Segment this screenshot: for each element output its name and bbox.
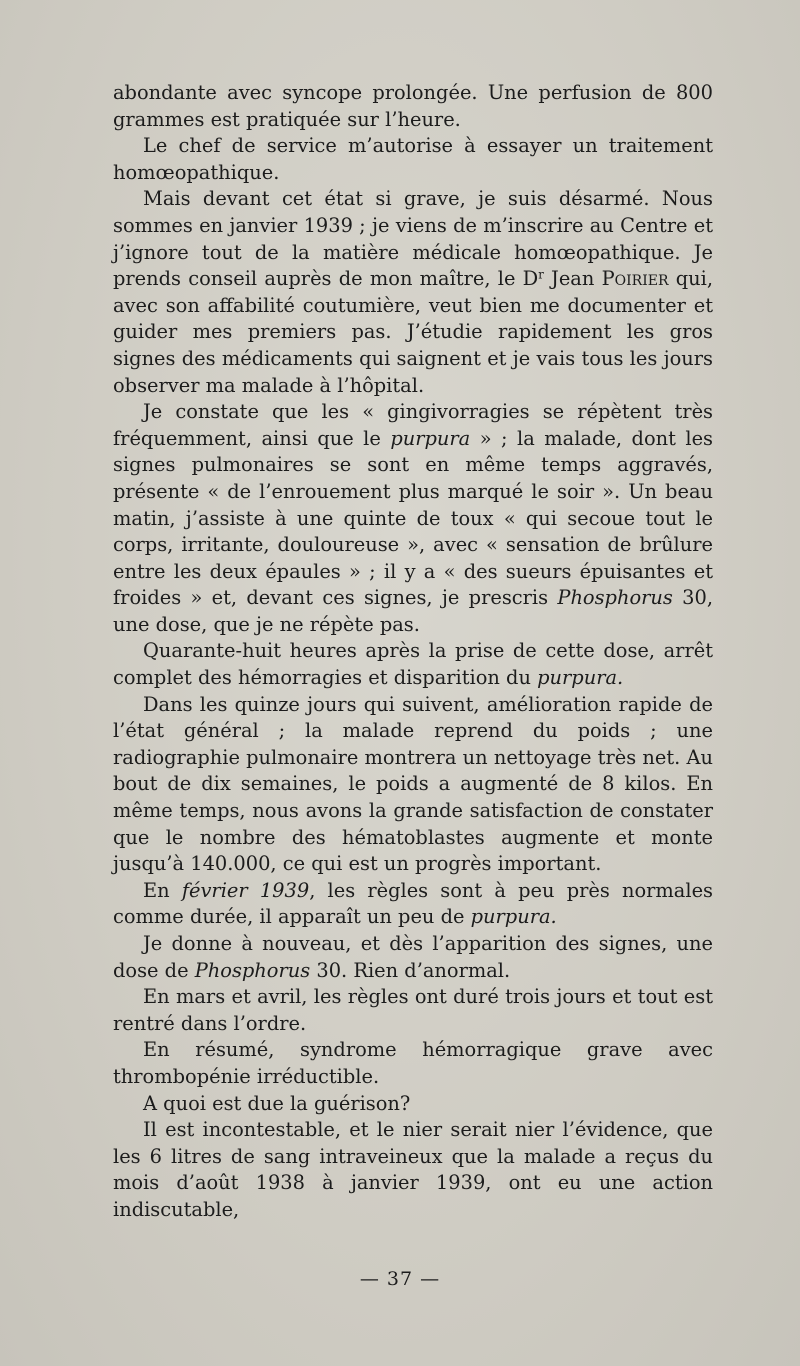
paragraph	[113, 984, 713, 1037]
text-run: Mais devant cet état si grave, je suis désarmé. Nous sommes en janvier 1939 ; je viens de m’inscrire au Centre et j’ignore tout de la matière médicale homœopathique. Je prends conseil auprès de mon maître, le D	[113, 187, 713, 291]
paragraph	[113, 133, 713, 186]
italic-run: Phosphorus	[557, 586, 673, 610]
text-run: Quarante-huit heures après la prise de cette dose, arrêt complet des hémorragies et disparition du	[113, 639, 713, 690]
text-run: Le chef de service m’autorise à essayer un traitement homœopathique.	[113, 134, 713, 184]
paragraph	[113, 638, 713, 691]
text-run: » ; la malade, dont les signes pulmonaires se sont en même temps aggravés, présente « de l’enrouement plus marqué le soir ». Un beau matin, j’assiste à une quinte de toux « qui secoue tout le corps, irritante, douloureuse », avec « sensation de brûlure entre les deux épaules » ; il y a « des sueurs épuisantes et froides » et, devant ces signes, je prescris	[113, 426, 713, 610]
paragraph	[113, 186, 713, 399]
italic-run: Phosphorus	[194, 958, 311, 982]
italic-run: purpura.	[470, 905, 557, 929]
text-run: Jean	[543, 267, 602, 291]
paragraph	[113, 399, 713, 638]
paragraph	[113, 1037, 713, 1090]
text-run: qui, avec son affabilité coutumière, veut bien me documenter et guider mes premiers pas. J’étudie rapidement les gros signes des médicaments qui saignent et je vais tous les jours observer ma malade à l’hôpital.	[113, 267, 713, 397]
paragraph	[113, 1117, 713, 1223]
text-run: abondante avec syncope prolongée. Une perfusion de 800 grammes est pratiquée sur l’heure.	[113, 81, 713, 131]
paragraph	[113, 931, 713, 984]
paragraph	[113, 1091, 713, 1118]
text-run: , les règles sont à peu près normales comme durée, il apparaît un peu de	[113, 878, 713, 929]
text-run: Dans les quinze jours qui suivent, amélioration rapide de l’état général ; la malade reprend du poids ; une radiographie pulmonaire montrera un nettoyage très net. Au bout de dix semaines, le poids a augmenté de 8 kilos. En même temps, nous avons la grande satisfaction de constater que le nombre des hématoblastes augmente et monte jusqu’à 140.000, ce qui est un progrès important.	[113, 692, 713, 876]
body-text	[113, 80, 713, 1224]
paragraph	[113, 878, 713, 931]
text-run: 30, une dose, que je ne répète pas.	[113, 586, 713, 636]
paragraph	[113, 692, 713, 878]
text-run: En	[143, 878, 182, 902]
text-run: En résumé, syndrome hémorragique grave avec thrombopénie irréductible.	[113, 1038, 713, 1088]
text-run: 30. Rien d’anormal.	[310, 958, 511, 982]
text-run: En mars et avril, les règles ont duré trois jours et tout est rentré dans l’ordre.	[113, 985, 713, 1035]
italic-run: purpura	[390, 426, 471, 450]
text-run: A quoi est due la guérison?	[143, 1091, 411, 1115]
text-run: Je donne à nouveau, et dès l’apparition des signes, une dose de	[113, 932, 713, 982]
superscript: r	[538, 267, 544, 282]
italic-run: purpura.	[537, 666, 624, 690]
page-number: — 37 —	[359, 1268, 441, 1290]
italic-run: février 1939	[181, 878, 310, 902]
text-run: Il est incontestable, et le nier serait nier l’évidence, que les 6 litres de sang intraveineux que la malade a reçus du mois d’août 1938 à janvier 1939, ont eu une action indiscutable,	[113, 1118, 713, 1221]
small-caps-name: Poirier	[601, 267, 669, 291]
text-run: Je constate que les « gingivorragies se répètent très fréquemment, ainsi que le	[113, 400, 713, 450]
paragraph	[113, 80, 713, 133]
